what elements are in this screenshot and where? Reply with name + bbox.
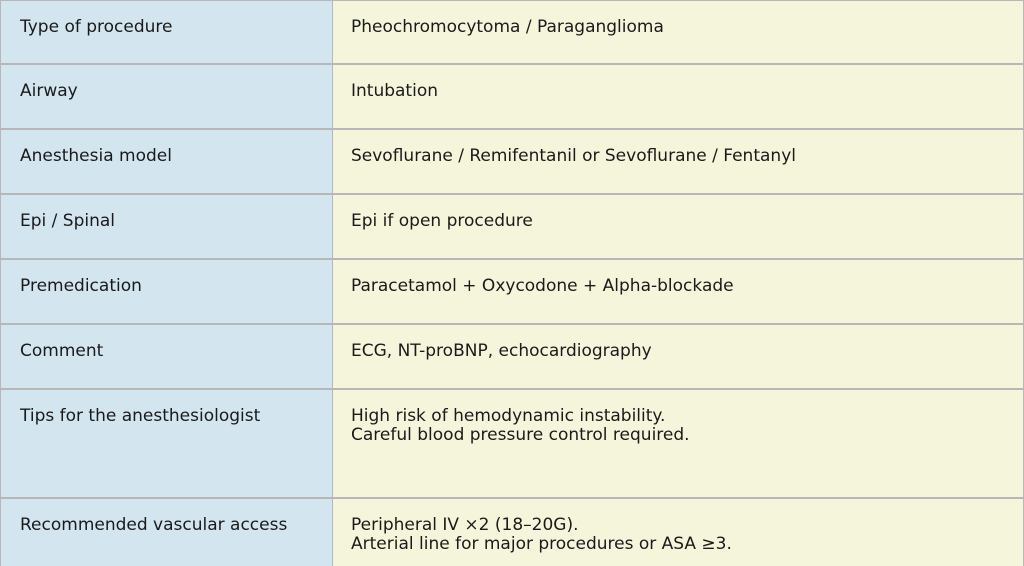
value-line: Intubation: [351, 81, 439, 101]
row-value-type-of-procedure: [333, 0, 1024, 65]
row-label-airway: Airway: [0, 65, 333, 130]
row-label-premedication: Premedication: [0, 260, 333, 325]
row-value-anesthesia-model: [333, 130, 1024, 195]
value-line: ECG, NT-proBNP, echocardiography: [351, 341, 652, 361]
value-line: Paracetamol + Oxycodone + Alpha-blockade: [351, 276, 734, 296]
value-line: High risk of hemodynamic instability.: [351, 406, 666, 426]
row-label-comment: Comment: [0, 325, 333, 390]
row-value-airway: [333, 65, 1024, 130]
value-line: Careful blood pressure control required.: [351, 425, 690, 445]
value-line: Peripheral IV ×2 (18–20G).: [351, 515, 579, 535]
row-value-tips: [333, 390, 1024, 499]
row-label-vascular-access: Recommended vascular access: [0, 499, 333, 566]
row-value-premedication: [333, 260, 1024, 325]
value-line: Epi if open procedure: [351, 211, 533, 231]
row-label-tips: Tips for the anesthesiologist: [0, 390, 333, 499]
row-value-epi-spinal: [333, 195, 1024, 260]
value-line: Arterial line for major procedures or ASA ≥3.: [351, 534, 732, 554]
value-line: Pheochromocytoma / Paraganglioma: [351, 17, 664, 37]
row-label-type-of-procedure: Type of procedure: [0, 0, 333, 65]
row-value-comment: [333, 325, 1024, 390]
row-label-anesthesia-model: Anesthesia model: [0, 130, 333, 195]
row-value-vascular-access: [333, 499, 1024, 566]
value-line: Sevoflurane / Remifentanil or Sevoflurane / Fentanyl: [351, 146, 796, 166]
row-label-epi-spinal: Epi / Spinal: [0, 195, 333, 260]
